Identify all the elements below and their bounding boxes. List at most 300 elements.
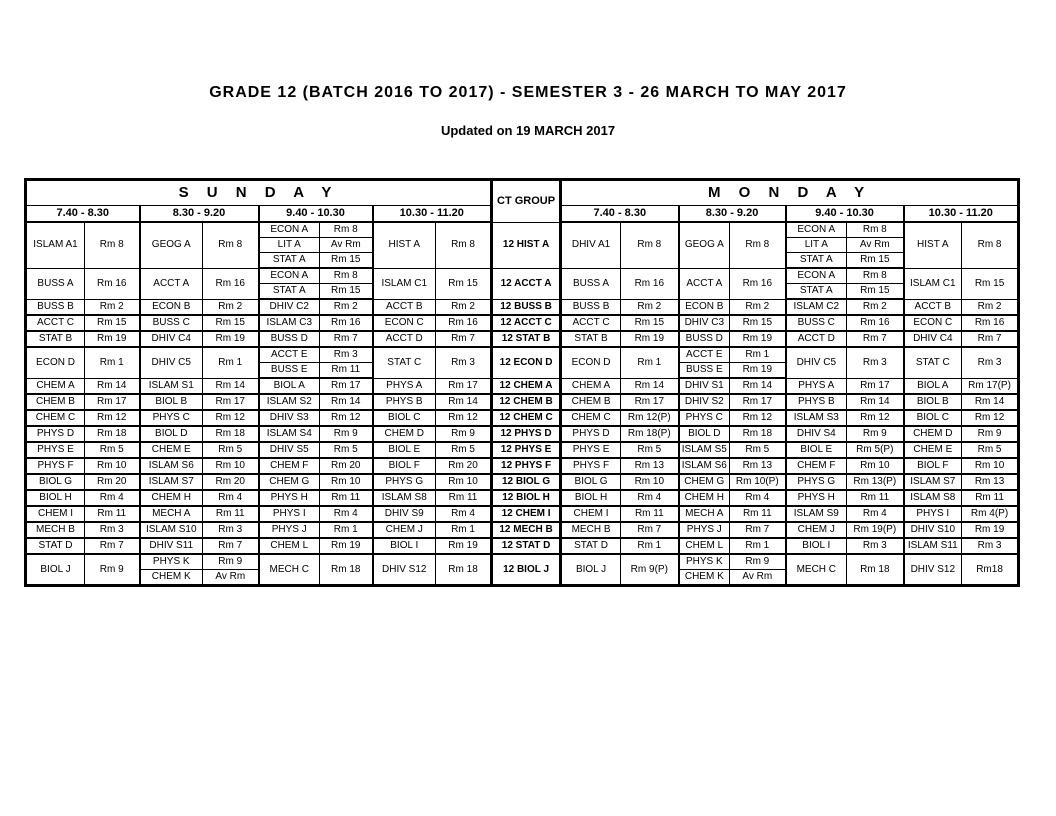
room-cell: Rm 11 (320, 363, 373, 379)
room-cell: Rm 15 (962, 268, 1019, 299)
subject-cell: ACCT D (786, 331, 847, 347)
room-cell: Rm 1 (203, 347, 259, 378)
subject-cell: BIOL H (561, 490, 621, 506)
page-title: GRADE 12 (BATCH 2016 TO 2017) - SEMESTER 3 - 26 MARCH TO MAY 2017 (209, 84, 847, 101)
room-cell: Rm 8 (962, 222, 1019, 268)
room-cell: Rm 5 (730, 442, 786, 458)
subject-cell: ACCT B (904, 299, 962, 315)
subject-cell: DHIV C5 (140, 347, 203, 378)
subject-cell: CHEM K (679, 570, 730, 586)
table-row (26, 506, 1019, 522)
subject-cell: ISLAM S9 (786, 506, 847, 522)
subject-cell: PHYS K (140, 554, 203, 570)
subject-cell: BUSS B (26, 299, 85, 315)
table-row (26, 394, 1019, 410)
room-cell: Av Rm (847, 238, 904, 253)
slot-header: 8.30 - 9.20 (679, 206, 786, 223)
room-cell: Rm 18(P) (621, 426, 679, 442)
slot-header: 7.40 - 8.30 (26, 206, 140, 223)
room-cell: Rm 16 (730, 268, 786, 299)
subject-cell: LIT A (786, 238, 847, 253)
room-cell: Av Rm (730, 570, 786, 586)
subject-cell: CHEM D (904, 426, 962, 442)
ct-group-cell: 12 PHYS D (492, 426, 561, 442)
ct-group-cell: 12 BIOL H (492, 490, 561, 506)
room-cell: Rm 19 (730, 363, 786, 379)
page-subtitle: Updated on 19 MARCH 2017 (440, 123, 616, 138)
ct-group-cell: 12 STAT B (492, 331, 561, 347)
room-cell: Rm 4 (203, 490, 259, 506)
subject-cell: ISLAM S1 (140, 378, 203, 394)
subject-cell: PHYS A (786, 378, 847, 394)
room-cell: Rm 10 (847, 458, 904, 474)
room-cell: Rm 5 (436, 442, 492, 458)
subject-cell: ECON A (259, 268, 320, 284)
day-header-sunday: S U N D A Y (26, 180, 492, 206)
ct-group-cell: 12 ACCT C (492, 315, 561, 331)
slot-header: 7.40 - 8.30 (561, 206, 679, 223)
subject-cell: BIOL D (679, 426, 730, 442)
subject-cell: ISLAM S6 (140, 458, 203, 474)
subject-cell: BIOL C (904, 410, 962, 426)
table-row (26, 442, 1019, 458)
subject-cell: PHYS J (259, 522, 320, 538)
room-cell: Av Rm (203, 570, 259, 586)
subject-cell: DHIV S12 (904, 554, 962, 586)
room-cell: Rm 16 (847, 315, 904, 331)
subject-cell: BIOL F (373, 458, 436, 474)
subject-cell: STAT A (259, 284, 320, 300)
subject-cell: MECH C (259, 554, 320, 586)
subject-cell: BIOL I (786, 538, 847, 554)
room-cell: Rm 10 (436, 474, 492, 490)
subject-cell: CHEM J (786, 522, 847, 538)
room-cell: Rm 7 (730, 522, 786, 538)
subject-cell: BIOL A (904, 378, 962, 394)
subject-cell: HIST A (904, 222, 962, 268)
room-cell: Rm 17(P) (962, 378, 1019, 394)
room-cell: Rm 13 (621, 458, 679, 474)
room-cell: Rm 8 (320, 268, 373, 284)
room-cell: Rm 14 (85, 378, 140, 394)
room-cell: Rm 9 (320, 426, 373, 442)
subject-cell: BUSS E (259, 363, 320, 379)
ct-group-cell: 12 PHYS F (492, 458, 561, 474)
timetable (24, 178, 1020, 587)
room-cell: Rm 15 (436, 268, 492, 299)
room-cell: Rm 17 (85, 394, 140, 410)
subject-cell: ISLAM S10 (140, 522, 203, 538)
subject-cell: PHYS E (561, 442, 621, 458)
subject-cell: BIOL F (904, 458, 962, 474)
subject-cell: ECON C (904, 315, 962, 331)
subject-cell: DHIV C5 (786, 347, 847, 378)
room-cell: Rm 15 (203, 315, 259, 331)
subject-cell: ECON A (259, 222, 320, 238)
subject-cell: STAT B (26, 331, 85, 347)
room-cell: Rm 12 (962, 410, 1019, 426)
room-cell: Rm 18 (436, 554, 492, 586)
subject-cell: ISLAM S4 (259, 426, 320, 442)
subject-cell: BIOL J (561, 554, 621, 586)
subject-cell: CHEM E (904, 442, 962, 458)
table-row (26, 347, 1019, 363)
room-cell: Rm 8 (621, 222, 679, 268)
subject-cell: STAT A (259, 253, 320, 269)
ct-group-cell: 12 PHYS E (492, 442, 561, 458)
ct-group-cell: 12 CHEM I (492, 506, 561, 522)
subject-cell: ISLAM S7 (904, 474, 962, 490)
room-cell: Rm 10 (203, 458, 259, 474)
table-row (26, 299, 1019, 315)
room-cell: Rm 3 (847, 538, 904, 554)
table-row (26, 458, 1019, 474)
subject-cell: PHYS K (679, 554, 730, 570)
subject-cell: ISLAM S3 (786, 410, 847, 426)
room-cell: Rm 4 (847, 506, 904, 522)
room-cell: Rm 8 (436, 222, 492, 268)
room-cell: Rm 3 (436, 347, 492, 378)
room-cell: Rm 8 (320, 222, 373, 238)
subject-cell: CHEM E (140, 442, 203, 458)
room-cell: Rm 11 (847, 490, 904, 506)
room-cell: Rm 18 (203, 426, 259, 442)
room-cell: Rm 1 (436, 522, 492, 538)
subject-cell: BUSS A (561, 268, 621, 299)
subject-cell: PHYS D (26, 426, 85, 442)
subject-cell: DHIV C4 (904, 331, 962, 347)
ct-group-cell: 12 ECON D (492, 347, 561, 378)
room-cell: Rm 7 (85, 538, 140, 554)
table-row (26, 474, 1019, 490)
room-cell: Rm 11 (436, 490, 492, 506)
room-cell: Rm 3 (320, 347, 373, 363)
room-cell: Rm 9 (203, 554, 259, 570)
room-cell: Rm 1 (730, 538, 786, 554)
subject-cell: DHIV S9 (373, 506, 436, 522)
subject-cell: ISLAM S6 (679, 458, 730, 474)
table-row (26, 331, 1019, 347)
subject-cell: BIOL B (140, 394, 203, 410)
ct-group-cell: 12 ACCT A (492, 268, 561, 299)
room-cell: Rm 2 (436, 299, 492, 315)
subject-cell: BIOL A (259, 378, 320, 394)
room-cell: Rm 15 (320, 253, 373, 269)
subject-cell: DHIV A1 (561, 222, 621, 268)
subject-cell: BIOL C (373, 410, 436, 426)
ct-group-cell: 12 CHEM A (492, 378, 561, 394)
slot-header: 9.40 - 10.30 (786, 206, 904, 223)
day-header-row (26, 180, 1019, 206)
subject-cell: ACCT A (679, 268, 730, 299)
room-cell: Rm 15 (847, 284, 904, 300)
subject-cell: PHYS I (904, 506, 962, 522)
room-cell: Rm 4 (436, 506, 492, 522)
subject-cell: PHYS C (679, 410, 730, 426)
subject-cell: STAT A (786, 284, 847, 300)
room-cell: Rm 19 (436, 538, 492, 554)
room-cell: Rm 9 (730, 554, 786, 570)
room-cell: Rm 8 (730, 222, 786, 268)
room-cell: Rm 8 (847, 268, 904, 284)
subject-cell: CHEM G (259, 474, 320, 490)
subject-cell: ACCT B (373, 299, 436, 315)
room-cell: Rm 3 (962, 538, 1019, 554)
room-cell: Rm 5 (320, 442, 373, 458)
room-cell: Rm 2 (203, 299, 259, 315)
table-row (26, 222, 1019, 238)
room-cell: Rm 14 (962, 394, 1019, 410)
subject-cell: DHIV C3 (679, 315, 730, 331)
subject-cell: CHEM C (561, 410, 621, 426)
room-cell: Rm 9 (962, 426, 1019, 442)
subject-cell: ACCT D (373, 331, 436, 347)
subject-cell: PHYS H (259, 490, 320, 506)
subject-cell: ISLAM C1 (904, 268, 962, 299)
subject-cell: CHEM B (26, 394, 85, 410)
room-cell: Rm 7 (962, 331, 1019, 347)
ct-group-cell: 12 HIST A (492, 222, 561, 268)
subject-cell: PHYS E (26, 442, 85, 458)
room-cell: Rm 11 (203, 506, 259, 522)
subject-cell: CHEM C (26, 410, 85, 426)
room-cell: Rm 3 (85, 522, 140, 538)
room-cell: Rm 14 (847, 394, 904, 410)
table-row (26, 554, 1019, 570)
room-cell: Rm 16 (436, 315, 492, 331)
subject-cell: BUSS A (26, 268, 85, 299)
subject-cell: ISLAM S2 (259, 394, 320, 410)
subject-cell: PHYS F (561, 458, 621, 474)
subject-cell: ISLAM S5 (679, 442, 730, 458)
room-cell: Rm 1 (85, 347, 140, 378)
subject-cell: ISLAM C2 (786, 299, 847, 315)
room-cell: Rm 15 (847, 253, 904, 269)
subject-cell: MECH C (786, 554, 847, 586)
subject-cell: MECH A (679, 506, 730, 522)
room-cell: Rm 4(P) (962, 506, 1019, 522)
room-cell: Rm 16 (203, 268, 259, 299)
room-cell: Rm 7 (621, 522, 679, 538)
ct-group-cell: 12 BIOL G (492, 474, 561, 490)
subject-cell: PHYS D (561, 426, 621, 442)
subject-cell: PHYS I (259, 506, 320, 522)
subject-cell: BIOL H (26, 490, 85, 506)
subject-cell: PHYS H (786, 490, 847, 506)
room-cell: Rm 12 (203, 410, 259, 426)
room-cell: Rm 9 (847, 426, 904, 442)
subject-cell: DHIV S11 (140, 538, 203, 554)
room-cell: Rm 13 (730, 458, 786, 474)
table-row (26, 268, 1019, 284)
subject-cell: MECH B (26, 522, 85, 538)
room-cell: Rm 16 (85, 268, 140, 299)
room-cell: Rm 14 (730, 378, 786, 394)
subject-cell: CHEM I (561, 506, 621, 522)
ct-group-cell: 12 MECH B (492, 522, 561, 538)
room-cell: Rm 12 (436, 410, 492, 426)
room-cell: Rm 11 (730, 506, 786, 522)
room-cell: Rm 15 (320, 284, 373, 300)
room-cell: Rm 20 (320, 458, 373, 474)
subject-cell: BUSS C (786, 315, 847, 331)
room-cell: Rm 19 (730, 331, 786, 347)
room-cell: Rm 15 (621, 315, 679, 331)
subject-cell: DHIV S4 (786, 426, 847, 442)
subject-cell: BUSS D (679, 331, 730, 347)
subject-cell: ACCT C (561, 315, 621, 331)
subject-cell: CHEM J (373, 522, 436, 538)
subject-cell: ISLAM S11 (904, 538, 962, 554)
subject-cell: DHIV C4 (140, 331, 203, 347)
room-cell: Rm 10 (621, 474, 679, 490)
subject-cell: STAT C (373, 347, 436, 378)
subject-cell: CHEM F (259, 458, 320, 474)
ct-group-cell: 12 CHEM B (492, 394, 561, 410)
subject-cell: STAT D (26, 538, 85, 554)
room-cell: Rm 4 (621, 490, 679, 506)
room-cell: Rm 8 (847, 222, 904, 238)
room-cell: Rm 3 (203, 522, 259, 538)
room-cell: Rm 20 (85, 474, 140, 490)
subject-cell: CHEM K (140, 570, 203, 586)
room-cell: Rm 7 (847, 331, 904, 347)
room-cell: Rm 12 (320, 410, 373, 426)
subject-cell: ECON B (679, 299, 730, 315)
subject-cell: STAT B (561, 331, 621, 347)
room-cell: Rm 19 (320, 538, 373, 554)
subject-cell: ECON D (26, 347, 85, 378)
subject-cell: BIOL E (373, 442, 436, 458)
room-cell: Rm 19 (962, 522, 1019, 538)
slot-header: 8.30 - 9.20 (140, 206, 259, 223)
subject-cell: DHIV S10 (904, 522, 962, 538)
ct-group-cell: 12 BIOL J (492, 554, 561, 586)
ct-group-cell: 12 STAT D (492, 538, 561, 554)
room-cell: Rm 10 (320, 474, 373, 490)
subject-cell: ISLAM A1 (26, 222, 85, 268)
room-cell: Rm 15 (85, 315, 140, 331)
subject-cell: GEOG A (679, 222, 730, 268)
subject-cell: PHYS B (373, 394, 436, 410)
table-row (26, 315, 1019, 331)
subject-cell: STAT D (561, 538, 621, 554)
subject-cell: ECON A (786, 268, 847, 284)
subject-cell: PHYS A (373, 378, 436, 394)
room-cell: Rm 2 (962, 299, 1019, 315)
room-cell: Rm 19 (621, 331, 679, 347)
subject-cell: PHYS F (26, 458, 85, 474)
room-cell: Rm 15 (730, 315, 786, 331)
table-row (26, 490, 1019, 506)
subject-cell: MECH B (561, 522, 621, 538)
subject-cell: CHEM B (561, 394, 621, 410)
subject-cell: HIST A (373, 222, 436, 268)
subject-cell: DHIV S3 (259, 410, 320, 426)
subject-cell: CHEM F (786, 458, 847, 474)
room-cell: Rm 18 (730, 426, 786, 442)
subject-cell: LIT A (259, 238, 320, 253)
room-cell: Rm 20 (436, 458, 492, 474)
room-cell: Rm 13(P) (847, 474, 904, 490)
subject-cell: ACCT A (140, 268, 203, 299)
room-cell: Rm 9(P) (621, 554, 679, 586)
slot-header: 9.40 - 10.30 (259, 206, 373, 223)
subject-cell: ECON A (786, 222, 847, 238)
room-cell: Rm 9 (436, 426, 492, 442)
subject-cell: ECON C (373, 315, 436, 331)
room-cell: Rm 5 (621, 442, 679, 458)
subject-cell: CHEM H (679, 490, 730, 506)
day-header-monday: M O N D A Y (561, 180, 1019, 206)
subject-cell: PHYS G (786, 474, 847, 490)
room-cell: Rm 3 (962, 347, 1019, 378)
subject-cell: PHYS G (373, 474, 436, 490)
room-cell: Rm 11 (621, 506, 679, 522)
room-cell: Rm 17 (320, 378, 373, 394)
subject-cell: CHEM L (259, 538, 320, 554)
room-cell: Rm 5(P) (847, 442, 904, 458)
room-cell: Rm 16 (320, 315, 373, 331)
subject-cell: GEOG A (140, 222, 203, 268)
table-row (26, 410, 1019, 426)
room-cell: Rm 14 (436, 394, 492, 410)
room-cell: Rm 2 (320, 299, 373, 315)
subject-cell: CHEM D (373, 426, 436, 442)
subject-cell: BIOL B (904, 394, 962, 410)
room-cell: Rm 19 (85, 331, 140, 347)
room-cell: Rm 4 (320, 506, 373, 522)
room-cell: Rm 17 (730, 394, 786, 410)
room-cell: Rm 19 (203, 331, 259, 347)
subject-cell: ISLAM S8 (373, 490, 436, 506)
room-cell: Rm 17 (847, 378, 904, 394)
subject-cell: MECH A (140, 506, 203, 522)
room-cell: Rm 14 (320, 394, 373, 410)
subject-cell: CHEM A (26, 378, 85, 394)
subject-cell: ACCT C (26, 315, 85, 331)
room-cell: Rm 14 (203, 378, 259, 394)
subject-cell: DHIV S12 (373, 554, 436, 586)
subject-cell: BIOL E (786, 442, 847, 458)
ct-group-cell: 12 BUSS B (492, 299, 561, 315)
room-cell: Rm 1 (320, 522, 373, 538)
subject-cell: BUSS B (561, 299, 621, 315)
room-cell: Rm 2 (847, 299, 904, 315)
room-cell: Rm 16 (962, 315, 1019, 331)
room-cell: Rm 4 (85, 490, 140, 506)
slot-header: 10.30 - 11.20 (373, 206, 492, 223)
room-cell: Rm 18 (847, 554, 904, 586)
ct-group-cell: 12 CHEM C (492, 410, 561, 426)
room-cell: Rm18 (962, 554, 1019, 586)
subject-cell: ECON B (140, 299, 203, 315)
subject-cell: DHIV S1 (679, 378, 730, 394)
room-cell: Rm 1 (621, 538, 679, 554)
room-cell: Rm 12 (85, 410, 140, 426)
subject-cell: PHYS J (679, 522, 730, 538)
table-row (26, 538, 1019, 554)
room-cell: Rm 16 (621, 268, 679, 299)
room-cell: Rm 2 (621, 299, 679, 315)
subject-cell: CHEM A (561, 378, 621, 394)
room-cell: Rm 1 (621, 347, 679, 378)
subject-cell: ISLAM C3 (259, 315, 320, 331)
table-row (26, 378, 1019, 394)
room-cell: Rm 17 (621, 394, 679, 410)
slot-header: 10.30 - 11.20 (904, 206, 1019, 223)
subject-cell: BIOL J (26, 554, 85, 586)
